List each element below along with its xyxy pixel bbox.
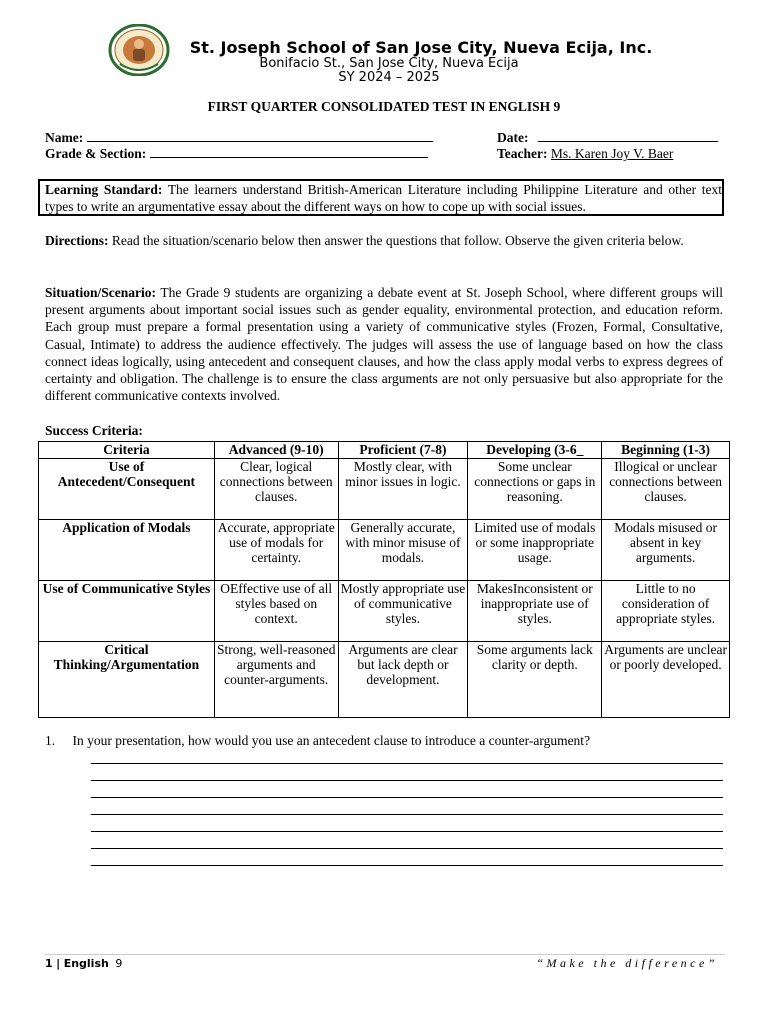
footer-motto: “Make the difference” bbox=[536, 956, 718, 970]
scenario-label: Situation/Scenario: bbox=[45, 285, 157, 300]
teacher-label: Teacher: bbox=[497, 146, 548, 161]
grade-section-label: Grade & Section: bbox=[45, 146, 147, 161]
learning-standard-box bbox=[38, 179, 724, 216]
success-criteria-label: Success Criteria: bbox=[45, 423, 143, 438]
rubric-cell: Arguments are unclear or poorly developed. bbox=[602, 642, 730, 718]
footer-grade: 9 bbox=[115, 957, 123, 970]
footer-page-info bbox=[45, 957, 122, 970]
rubric-criterion: Use of Communicative Styles bbox=[39, 581, 215, 642]
answer-line[interactable] bbox=[91, 780, 723, 781]
school-year: SY 2024 – 2025 bbox=[338, 70, 440, 85]
answer-line[interactable] bbox=[91, 865, 723, 866]
school-address: Bonifacio St., San Jose City, Nueva Ecija bbox=[259, 56, 519, 71]
name-label: Name: bbox=[45, 130, 84, 145]
rubric-criterion: Critical Thinking/Argumentation bbox=[39, 642, 215, 718]
rubric-row bbox=[39, 520, 730, 581]
grade-section-field[interactable] bbox=[45, 146, 428, 162]
rubric-header-row bbox=[39, 442, 730, 459]
answer-line[interactable] bbox=[91, 763, 723, 764]
footer-separator: | bbox=[56, 957, 61, 970]
directions-label: Directions: bbox=[45, 233, 109, 248]
rubric-cell: MakesInconsistent or inappropriate use of styles. bbox=[468, 581, 602, 642]
rubric-cell: Little to no consideration of appropriate styles. bbox=[602, 581, 730, 642]
scenario-text: The Grade 9 students are organizing a debate event at St. Joseph School, where different groups will present arguments about important social issues such as gender equality, environmental protection, and education reform. Each group must prepare a formal presentation using a variety of communicative styles (Frozen, Formal, Consultative, Casual, Intimate) to address the audience effectively. The judges will assess the use of language based on how the class connect ideas logically, using antecedent and consequent clauses, and how the class apply modal verbs to express degrees of certainty and obligation. The challenge is to ensure the class arguments are not only persuasive but also appropriate for the different communicative contexts involved. bbox=[45, 285, 723, 404]
directions bbox=[45, 232, 723, 249]
directions-text: Read the situation/scenario below then answer the questions that follow. Observe the given criteria below. bbox=[111, 233, 684, 248]
rubric-cell: Generally accurate, with minor misuse of modals. bbox=[338, 520, 468, 581]
rubric-criterion: Use of Antecedent/Consequent bbox=[39, 459, 215, 520]
rubric-criterion: Application of Modals bbox=[39, 520, 215, 581]
rubric-header: Developing (3-6_ bbox=[468, 442, 602, 459]
rubric-cell: Modals misused or absent in key arguments. bbox=[602, 520, 730, 581]
rubric-header: Criteria bbox=[39, 442, 215, 459]
question-text: In your presentation, how would you use an antecedent clause to introduce a counter-argument? bbox=[72, 733, 591, 748]
rubric-cell: Some unclear connections or gaps in reasoning. bbox=[468, 459, 602, 520]
question-number: 1. bbox=[45, 733, 56, 748]
rubric-cell: Mostly clear, with minor issues in logic. bbox=[338, 459, 468, 520]
grade-section-input-line[interactable] bbox=[150, 146, 428, 158]
teacher-name: Ms. Karen Joy V. Baer bbox=[550, 146, 674, 161]
rubric-cell: Illogical or unclear connections between clauses. bbox=[602, 459, 730, 520]
rubric-cell: Clear, logical connections between clauses. bbox=[214, 459, 338, 520]
page-number: 1 bbox=[45, 957, 53, 970]
rubric-header: Proficient (7-8) bbox=[338, 442, 468, 459]
learning-standard-text: The learners understand British-American Literature including Philippine Literature and other text types to write an argumentative essay about the different ways on how to cope up with social issues. bbox=[45, 182, 722, 214]
rubric-header: Advanced (9-10) bbox=[214, 442, 338, 459]
answer-line[interactable] bbox=[91, 831, 723, 832]
rubric-cell: Mostly appropriate use of communicative styles. bbox=[338, 581, 468, 642]
rubric-cell: Some arguments lack clarity or depth. bbox=[468, 642, 602, 718]
rubric-cell: Strong, well-reasoned arguments and counter-arguments. bbox=[214, 642, 338, 718]
rubric-header: Beginning (1-3) bbox=[602, 442, 730, 459]
rubric-row bbox=[39, 581, 730, 642]
footer-divider bbox=[45, 954, 725, 955]
answer-line[interactable] bbox=[91, 848, 723, 849]
question-1 bbox=[45, 733, 590, 749]
rubric-table bbox=[38, 441, 730, 718]
rubric-cell: Limited use of modals or some inappropriate usage. bbox=[468, 520, 602, 581]
date-field[interactable] bbox=[497, 130, 718, 146]
date-input-line[interactable] bbox=[538, 130, 718, 142]
learning-standard-label: Learning Standard: bbox=[45, 182, 163, 197]
name-input-line[interactable] bbox=[87, 130, 433, 142]
teacher-field bbox=[497, 146, 673, 162]
rubric-row bbox=[39, 459, 730, 520]
answer-line[interactable] bbox=[91, 797, 723, 798]
answer-line[interactable] bbox=[91, 814, 723, 815]
footer-subject: English bbox=[63, 957, 109, 970]
date-label: Date: bbox=[497, 130, 529, 145]
rubric-cell: Arguments are clear but lack depth or development. bbox=[338, 642, 468, 718]
rubric-cell: OEffective use of all styles based on context. bbox=[214, 581, 338, 642]
test-title: FIRST QUARTER CONSOLIDATED TEST IN ENGLISH 9 bbox=[207, 99, 561, 114]
rubric-row bbox=[39, 642, 730, 718]
school-name: St. Joseph School of San Jose City, Nueva Ecija, Inc. bbox=[189, 38, 653, 57]
scenario bbox=[45, 284, 723, 404]
name-field[interactable] bbox=[45, 130, 433, 146]
rubric-cell: Accurate, appropriate use of modals for certainty. bbox=[214, 520, 338, 581]
